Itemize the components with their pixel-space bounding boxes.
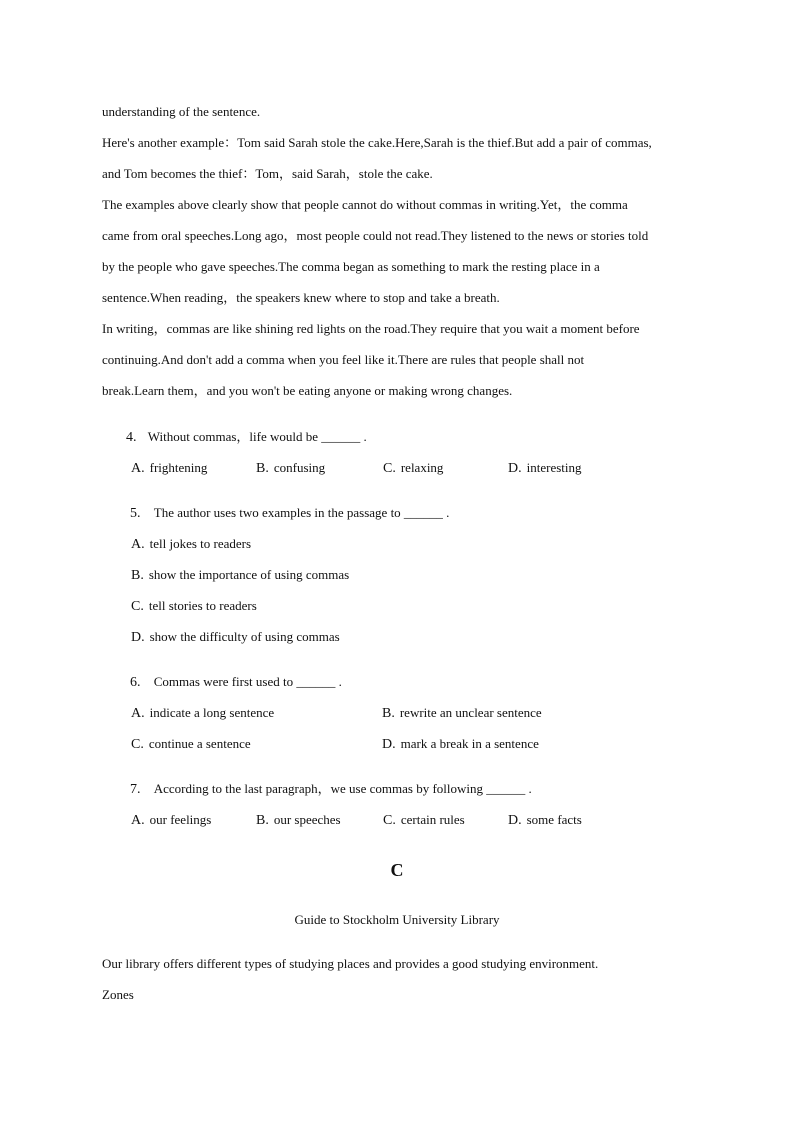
passage-line: by the people who gave speeches.The comma began as something to mark the resting place in a (102, 259, 600, 274)
question-number: 7. (130, 782, 141, 797)
section-intro: Our library offers different types of studying places and provides a good studying environment. (102, 956, 599, 971)
option-letter: A. (131, 706, 145, 721)
option-text: continue a sentence (148, 736, 251, 751)
passage-line: sentence.When reading，the speakers knew where to stop and take a breath. (102, 290, 500, 305)
option-text: our speeches (273, 812, 341, 827)
option-letter: C. (383, 813, 396, 828)
option-5a[interactable] (131, 536, 251, 553)
option-6a[interactable] (131, 705, 274, 722)
option-text: interesting (526, 460, 582, 475)
option-letter: A. (131, 813, 145, 828)
option-letter: B. (382, 706, 395, 721)
option-letter: C. (383, 461, 396, 476)
passage-line: Here's another example：Tom said Sarah stole the cake.Here,Sarah is the thief.But add a pair of commas, (102, 135, 652, 150)
option-letter: D. (508, 461, 522, 476)
passage-line: continuing.And don't add a comma when you feel like it.There are rules that people shall not (102, 352, 585, 367)
question-stem: The author uses two examples in the passage to ______ . (153, 505, 450, 520)
option-letter: C. (131, 599, 144, 614)
question-stem: According to the last paragraph，we use commas by following ______ . (153, 781, 532, 796)
option-6b[interactable] (382, 705, 542, 722)
option-text: our feelings (149, 812, 212, 827)
zones-label: Zones (102, 987, 134, 1002)
option-7a[interactable] (131, 812, 211, 829)
option-7c[interactable] (383, 812, 465, 829)
section-heading: C (390, 860, 404, 880)
option-5c[interactable] (131, 598, 257, 615)
passage-line: break.Learn them，and you won't be eating anyone or making wrong changes. (102, 383, 513, 398)
option-4b[interactable] (256, 460, 325, 477)
option-letter: B. (256, 813, 269, 828)
question-5 (130, 505, 449, 522)
option-5d[interactable] (131, 629, 340, 646)
option-4a[interactable] (131, 460, 207, 477)
option-text: tell jokes to readers (149, 536, 252, 551)
question-stem: Commas were first used to ______ . (153, 674, 342, 689)
option-letter: B. (256, 461, 269, 476)
option-letter: C. (131, 737, 144, 752)
option-text: confusing (273, 460, 326, 475)
question-7 (130, 781, 532, 798)
option-5b[interactable] (131, 567, 349, 584)
option-text: some facts (526, 812, 582, 827)
option-text: show the difficulty of using commas (149, 629, 340, 644)
option-letter: B. (131, 568, 144, 583)
passage-line: In writing，commas are like shining red lights on the road.They require that you wait a moment before (102, 321, 640, 336)
question-number: 4. (126, 430, 137, 445)
option-text: relaxing (400, 460, 444, 475)
option-text: rewrite an unclear sentence (399, 705, 542, 720)
passage-line: and Tom becomes the thief：Tom，said Sarah，stole the cake. (102, 166, 433, 181)
option-letter: A. (131, 461, 145, 476)
option-text: certain rules (400, 812, 465, 827)
question-number: 5. (130, 506, 141, 521)
option-6d[interactable] (382, 736, 539, 753)
option-4d[interactable] (508, 460, 582, 477)
option-text: mark a break in a sentence (400, 736, 539, 751)
question-stem: Without commas，life would be ______ . (147, 429, 367, 444)
question-6 (130, 674, 342, 691)
section-title: Guide to Stockholm University Library (294, 912, 500, 927)
option-text: indicate a long sentence (149, 705, 275, 720)
option-letter: D. (508, 813, 522, 828)
passage-line: came from oral speeches.Long ago，most people could not read.They listened to the news or stories told (102, 228, 649, 243)
option-7d[interactable] (508, 812, 582, 829)
option-letter: D. (382, 737, 396, 752)
option-4c[interactable] (383, 460, 443, 477)
passage-line: understanding of the sentence. (102, 104, 261, 119)
option-text: show the importance of using commas (148, 567, 350, 582)
option-text: tell stories to readers (148, 598, 257, 613)
question-number: 6. (130, 675, 141, 690)
option-6c[interactable] (131, 736, 251, 753)
option-text: frightening (149, 460, 208, 475)
option-letter: D. (131, 630, 145, 645)
option-letter: A. (131, 537, 145, 552)
option-7b[interactable] (256, 812, 341, 829)
question-4 (126, 429, 367, 446)
passage-line: The examples above clearly show that people cannot do without commas in writing.Yet，the comma (102, 197, 628, 212)
